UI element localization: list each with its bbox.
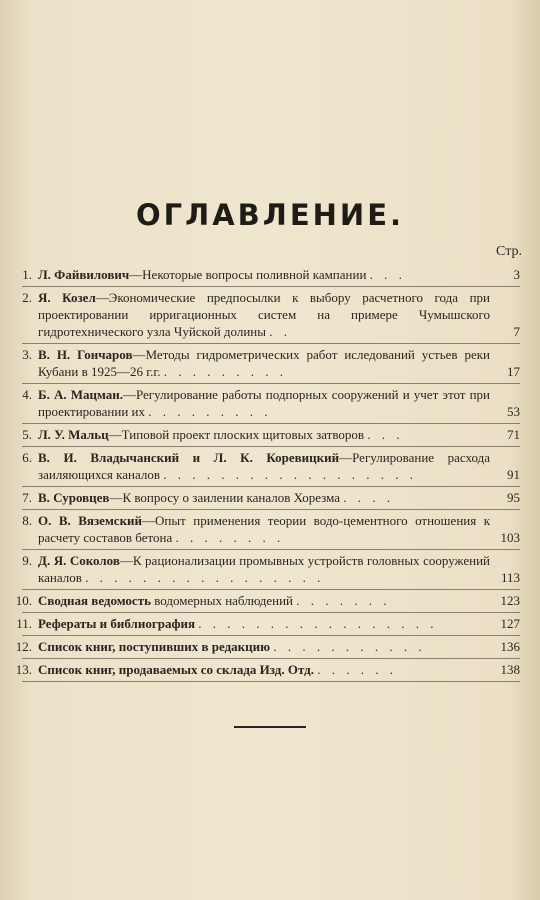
toc-entry-5 xyxy=(22,424,520,447)
entry-page: 123 xyxy=(500,593,520,608)
entry-author: В. Суровцев xyxy=(38,490,110,505)
entry-page: 71 xyxy=(507,427,520,442)
entry-page: 3 xyxy=(513,267,520,282)
toc-entry-2 xyxy=(22,287,520,344)
entry-page: 91 xyxy=(507,467,520,482)
entry-title: —Экономические предпосылки к выбору расчетного года при проектировании ирригационных систем на примере Чумышского гидротехнического узла Чуйской долины xyxy=(38,290,490,339)
entry-author: Д. Я. Соколов xyxy=(38,553,120,568)
entry-page: 113 xyxy=(500,570,520,585)
entry-bold-title: Список книг, продаваемых со склада Изд. Отд. xyxy=(38,662,314,677)
toc-entry-3 xyxy=(22,344,520,384)
entry-number: 12. xyxy=(15,639,32,654)
toc-entry-12 xyxy=(15,636,520,659)
entry-title: водомерных наблюдений xyxy=(150,593,294,608)
toc-entry-1 xyxy=(22,264,520,287)
toc-entry-11 xyxy=(16,613,520,636)
entry-page: 127 xyxy=(500,616,520,631)
entry-title: —Методы гидрометрических работ иследований устьев реки Кубани в 1925—26 г.г. xyxy=(38,347,490,379)
toc-entry-13 xyxy=(15,659,520,682)
entry-dots: . . . . . . . . . . . xyxy=(273,639,426,654)
entry-author: В. Н. Гончаров xyxy=(38,347,133,362)
toc-entry-10 xyxy=(15,590,520,613)
entry-title: —Опыт применения теории водо-цементного отношения к расчету составов бетона xyxy=(38,513,491,545)
entry-number: 5. xyxy=(22,427,32,442)
entry-author: Л. Файвилович xyxy=(38,267,130,282)
entry-number: 7. xyxy=(22,490,32,505)
entry-dots: . . xyxy=(269,324,292,339)
entry-page: 95 xyxy=(507,490,520,505)
toc-entry-7 xyxy=(22,487,520,510)
entry-title: —Некоторые вопросы поливной кампании xyxy=(129,267,367,282)
entry-number: 6. xyxy=(22,450,32,465)
toc-entry-4 xyxy=(22,384,520,424)
table-of-contents xyxy=(0,264,540,682)
entry-number: 10. xyxy=(15,593,32,608)
entry-title: —К рационализации промывных устройств головных сооружений каналов xyxy=(38,553,491,585)
entry-page: 136 xyxy=(500,639,520,654)
entry-number: 2. xyxy=(22,290,32,305)
entry-dots: . . . . . . . xyxy=(296,593,391,608)
entry-number: 1. xyxy=(22,267,32,282)
entry-dots: . . . . . . . . . . . . . . . . . xyxy=(85,570,325,585)
entry-number: 8. xyxy=(22,513,32,528)
entry-number: 13. xyxy=(15,662,32,677)
entry-dots: . . . . . . . . . . . . . . . . . . xyxy=(163,467,417,482)
closing-rule xyxy=(234,726,306,728)
entry-bold-title: Сводная ведомость xyxy=(38,593,151,608)
entry-page: 7 xyxy=(513,324,520,339)
entry-number: 9. xyxy=(22,553,32,568)
entry-author: Л. У. Мальц xyxy=(38,427,109,442)
entry-bold-title: Рефераты и библиография xyxy=(38,616,195,631)
entry-page: 53 xyxy=(507,404,520,419)
entry-dots: . . . . . . . . . xyxy=(148,404,272,419)
entry-dots: . . . . . . xyxy=(317,662,397,677)
entry-dots: . . . . xyxy=(343,490,395,505)
entry-page: 17 xyxy=(507,364,520,379)
entry-author: Я. Козел xyxy=(38,290,96,305)
entry-page: 103 xyxy=(500,530,520,545)
toc-entry-9 xyxy=(22,550,520,590)
entry-author: Б. А. Мацман. xyxy=(38,387,123,402)
entry-number: 3. xyxy=(22,347,32,362)
entry-title: —К вопросу о заилении каналов Хорезма xyxy=(109,490,341,505)
entry-dots: . . . . . . . . . . . . . . . . . xyxy=(198,616,438,631)
entry-author: О. В. Вяземский xyxy=(38,513,143,528)
toc-entry-6 xyxy=(22,447,520,487)
page-column-header: Стр. xyxy=(496,244,522,259)
entry-title: —Типовой проект плоских щитовых затворов xyxy=(108,427,365,442)
entry-dots: . . . . . . . . xyxy=(175,530,285,545)
entry-number: 11. xyxy=(16,616,32,631)
page-title: ОГЛАВЛЕНИЕ. xyxy=(135,198,405,232)
entry-title: —Регулирование работы подпорных сооружений и учет этот при проектировании их xyxy=(38,387,490,419)
entry-title: —Регулирование расхода заиляющихся каналов xyxy=(38,450,491,482)
entry-author: В. И. Владычанский и Л. К. Коревицкий xyxy=(38,450,340,465)
entry-bold-title: Список книг, поступивших в редакцию xyxy=(38,639,271,654)
entry-dots: . . . xyxy=(367,427,404,442)
toc-entry-8 xyxy=(22,510,520,550)
entry-number: 4. xyxy=(22,387,32,402)
entry-page: 138 xyxy=(500,662,520,677)
entry-dots: . . . . . . . . . xyxy=(163,364,287,379)
entry-dots: . . . xyxy=(369,267,406,282)
